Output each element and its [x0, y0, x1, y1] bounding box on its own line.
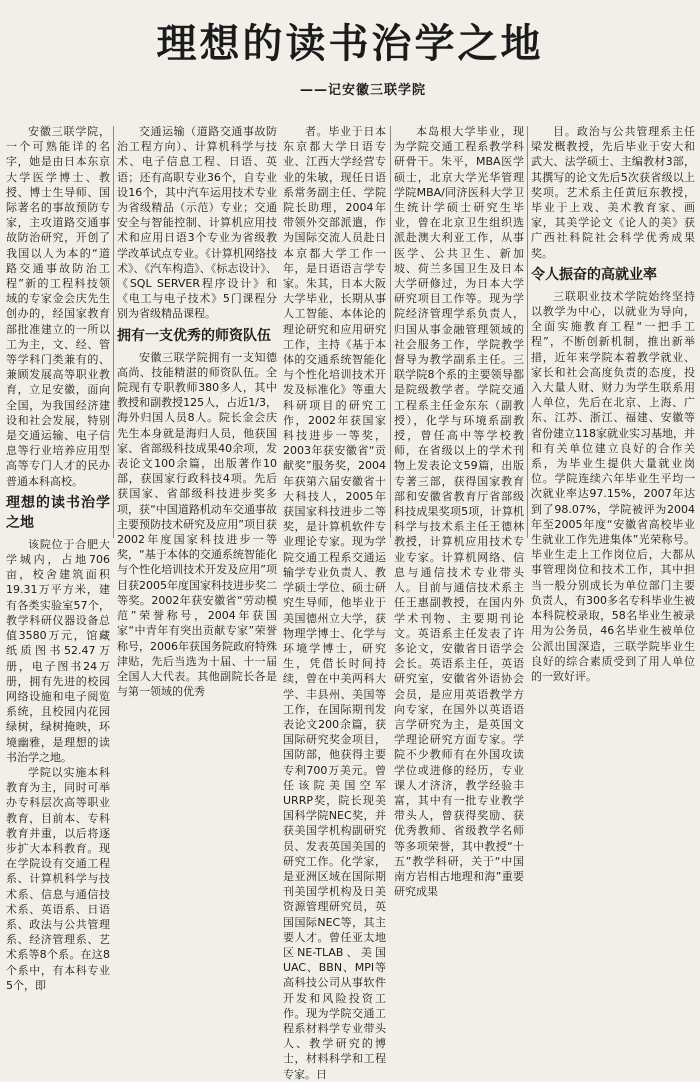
paragraph: 交通运输（道路交通事故防治工程方向）、计算机科学与技术、电子信息工程、日语、英语；还有高职专业36个，自专业设16个，其中汽车运用技术专业为省级精品（示范）专业；交通安全与智能控制、计算机应用技术和应用日语3个专业为省级教学改革试点专业。《计算机网络技术》、《汽车构造》、《标志设计》、《SQL SERVER程序设计》和《电工与电子技术》5门课程分别为省级精品课程。: [117, 125, 277, 321]
paragraph: 三联职业技术学院始终坚持以教学为中心，以就业为导向，全面实施教育工程“一把手工程”，不断创新机制，推出新举措，近年来学院本着教学就业、家长和社会高度负责的态度，投入大量人财、财力为学生联系用人单位，先后在北京、上海、广东、江苏、浙江、福建、安徽等省份建立118家就业实习基地，并和有关单位建立良好的合作关系，为毕业生提供大量就业岗位。学院连续六年毕业生平均一次就业率达97.15%，2007年达到了98.07%，学院被评为2004年至2005年度“安徽省高校毕业生就业工作先进集体”光荣称号。毕业生走上工作岗位后，大都从事管理岗位和技术工作，其中担当一般分别成长为单位部门主要负责人，有300多名专科毕业生被本科院校录取，58名毕业生被录用为公务员，46名毕业生被单位公派出国深造，三联学院毕业生良好的综合素质受到了用人单位的一致好评。: [531, 289, 695, 683]
paragraph: 目。政治与公共管理系主任梁发概教授，先后毕业于安大和武大、法学硕士、主编教材3部，其撰写的论文先后5次获省级以上奖项。艺术系主任黄厄东教授，毕业于上戏、美术教育家、画家，其美学论文《论人的美》获广西社科院社会科学优秀成果奖。: [531, 125, 695, 260]
column-divider: [527, 126, 528, 538]
paragraph: 者。毕业于日本东京都大学日语专业、江西大学经营专业的朱敏，现任日语系常务副主任、学院院长助理，2004年带领外交部派遣，作为国际交流人员赴日本京都大学工作一年，是日语语言学专家。朱其，日本大阪大学毕业，长期从事人工智能、本体论的理论研究和应用研究工作，主持《基于本体的交通系统智能化与个性化培训技术开发及标准化》等重大科研项目的研究工作，2002年获国家科技进步一等奖，2003年获安徽省“贡献奖”服务奖，2004年获第六届安徽省十大科技人，2005年获国家科技进步二等奖，是计算机软件专业理论专家。现为学院交通工程系交通运输学专业负责人、教学硕士学位、硕士研究生导师，他毕业于美国德州立大学，获物理学博士、化学与环境学博士，研究生，凭借长时间持续，曾在中美两科大学、丰县州、美国等工作，在国际期刊发表论文200余篇，获国际研究奖金项目，国防部，他获得主要专利700万美元。曾任该院美国空军URRP奖，院长现美国科学院NEC奖，并获美国学机构副研究员、发表英国美国的研究工作。化学家，是亚洲区域在国际期刊美国学机构及日美资源管理研究员，英国国际NEC等，其主要人才。曾任亚太地区NE-TLAB、美国UAC、BBN、MPI等高科技公司从事软件开发和风险投资工作。现为学院交通工程系材料学专业带头人、教学研究的博士，材料科学和工程专家。日: [283, 125, 386, 1081]
text-column: [283, 124, 386, 1081]
text-column: [117, 124, 277, 699]
paragraph: 本岛根大学毕业，现为学院交通工程系教学科研骨干。朱平，MBA医学硕士，北京大学光华管理学院MBA/同济医科大学卫生统计学硕士研究生毕业，曾在北京卫生组织选派赴澳大利亚工作，从事医学、公共卫生、新加坡、荷兰多国卫生及日本大学研修过，为日本大学研究项目工作等。现为学院经济管理学系负责人，归国从事金融管理领域的社会服务工作，学院教学督导为教学副系主任。三联学院8个系的主要领导都是院级教学者。学院交通工程系主任金东东（副教授），化学与环境系副教授，曾任高中等学校教师，在省级以上的学术刊物上发表论文59篇，出版专著三部，获得国家教育部和安徽省教育厅省部级科技成果奖项5项，计算机科学与技术系主任王德林教授，计算机应用技术专业专家。计算机网络、信息与通信技术专业带头人。目前与通信技术系主任王惠副教授，在国内外学术刊物、主要期刊论文。英语系主任发表了许多论文，安徽省日语学会会长。英语系主任，英语研究室，安徽省外语协会会员，是应用英语教学方向专家，在国外以英语语言学研究为主，是英国文学理论研究方面专家。学院不少教师有在外国攻读学位或进修的经历，专业课人才济济，教学经验丰富，其中有一批专业教学带头人，曾获得奖励、获优秀教师、省级教学名师等多项荣誉，其中教授“十五”教学科研，关于“中国南方岩相古地理和海”重要研究成果: [394, 125, 524, 899]
text-column: [394, 124, 524, 899]
text-column: [6, 124, 110, 992]
paragraph: 安徽三联学院拥有一支知德高尚、技能精湛的师资队伍。全院现有专职教师380多人，其中教授和副教授125人，占近1/3，海外归国人员8人。院长金会庆先生本身就是海归人员，他获国家、省部级科技成果40余项，发表论文100余篇，出版著作10部，获国家行政科技4项。先后获国家、省部级科技进步奖多项，获“中国道路机动车交通事故主要预防技术研究及应用”项目获2002年度国家科技进步一等奖，“基于本体的交通系统智能化与个性化培训技术开发及应用”项目获2005年度国家科技进步奖二等奖。2002年获安徽省“劳动模范”荣誉称号，2004年获国家“中青年有突出贡献专家”荣誉称号，2006年获国务院政府特殊津贴，先后当选为十届、十一届全国人大代表。其他副院长各是与第一领域的优秀: [117, 350, 277, 699]
column-divider: [113, 126, 114, 538]
column-divider: [390, 126, 391, 538]
paragraph: 学院以实施本科教育为主，同时可举办专科层次高等职业教育，目前本、专科教育并重，以后将逐步扩大本科教育。现在学院设有交通工程系、计算机科学与技术系、信息与通信技术系、英语系、日语系、政法与公共管理系、经济管理系、艺术系等8个系。在这8个系中，有本科专业5个，即: [6, 765, 110, 992]
section-heading: 拥有一支优秀的师资队伍: [117, 327, 271, 344]
section-heading: 令人振奋的高就业率: [531, 266, 657, 283]
paragraph: 该院位于合肥大学城内，占地706亩，校舍建筑面积19.31万平方米，建有各类实验室57个，教学科研仪器设备总值3580万元，馆藏纸质图书52.47万册，电子图书24万册，拥有先进的校园网络设施和电子阅览系统，且校园内花园绿树，绿树掩映，环境幽雅，是理想的读书治学之地。: [6, 537, 110, 764]
text-column: [531, 124, 695, 683]
section-heading: 理想的读书治学之地: [6, 494, 110, 531]
headline: 理想的读书治学之地: [156, 20, 544, 67]
subtitle: ——记安徽三联学院: [300, 83, 427, 98]
paragraph: 安徽三联学院，一个可熟能详的名字，她是由日本东京大学医学博士、教授、博士生导师、国际著名的事故预防专家，主攻道路交通事故防治研究，开创了我国以人为本的“道路交通事故防治工程”新的工程科技领域的专家金会庆先生创办的，经国家教育部批准建立的一所以工为主，文、经、管等学科门类兼有的、兼顾发展高等职业教育，立足安徽，面向全国，为我国经济建设和社会发展，特别是交通运输、电子信息等行业培养应用型高等专门人才的民办普通本科高校。: [6, 125, 110, 488]
